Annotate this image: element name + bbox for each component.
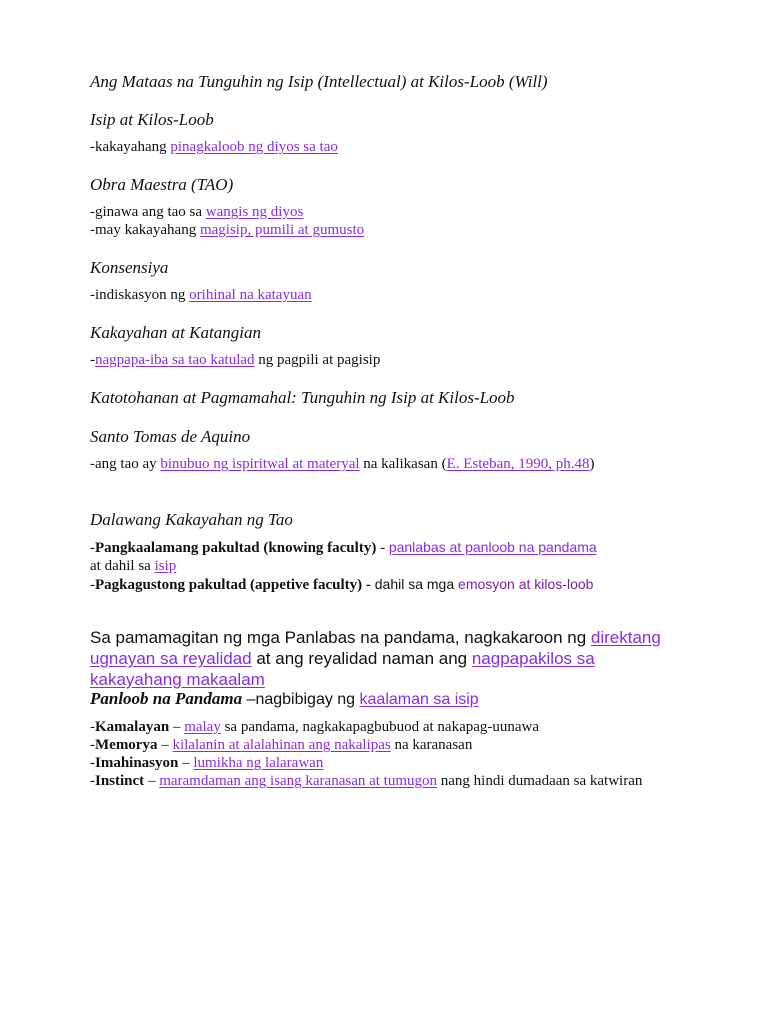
link[interactable]: kilalanin at alalahinan ang nakalipas [172,737,391,753]
link[interactable]: nagpapakilos sa kakayahang makaalam [90,649,595,689]
section-isip-kilos-loob [90,110,690,156]
link[interactable]: emosyon at kilos-loob [458,576,594,592]
section-obra-maestra [90,175,690,239]
heading-santo-tomas: Santo Tomas de Aquino [90,427,251,446]
heading-isip-kilos-loob: Isip at Kilos-Loob [90,110,214,129]
line: -Pagkagustong pakultad (appetive faculty) - dahil sa mga emosyon at kilos-loob [90,576,594,593]
heading-main: Ang Mataas na Tunguhin ng Isip (Intellectual) at Kilos-Loob (Will) [90,72,548,91]
link[interactable]: isip [154,558,177,574]
link[interactable]: maramdaman ang isang karanasan at tumugon [159,773,438,789]
list [90,718,690,790]
link[interactable]: E. Esteban, 1990, ph.48 [446,456,590,472]
paragraph: Sa pamamagitan ng mga Panlabas na pandama, nagkakaroon ng direktang ugnayan sa reyalidad at ang reyalidad naman ang nagpapakilos sa kakayahang makaalam [90,628,661,689]
section-kakayahan [90,323,690,369]
link[interactable]: nagpapa-iba sa tao katulad [95,352,255,368]
section-santo-tomas [90,427,690,473]
link[interactable]: malay [184,719,221,735]
section-dalawang-kakayahan [90,510,690,594]
section-panloob [90,689,690,790]
list-item: -Memorya – kilalanin at alalahinan ang nakalipas na karanasan [90,737,473,753]
list-item: -Kamalayan – malay sa pandama, nagkakapagbubuod at nakapag-uunawa [90,719,540,735]
link[interactable]: panlabas at panloob na pandama [388,539,597,555]
link[interactable]: direktang ugnayan sa reyalidad [90,628,661,668]
heading-konsensiya: Konsensiya [90,258,169,277]
line: -kakayahang pinagkaloob ng diyos sa tao [90,139,338,155]
line: -may kakayahang magisip, pumili at gumusto [90,222,365,238]
line: -Pangkaalamang pakultad (knowing faculty) - panlabas at panloob na pandama at dahil sa isip [90,539,597,574]
line: -indiskasyon ng orihinal na katayuan [90,287,312,303]
heading-panloob: Panloob na Pandama –nagbibigay ng kaalaman sa isip [90,689,479,708]
heading-katotohanan: Katotohanan at Pagmamahal: Tunguhin ng Isip at Kilos-Loob [90,388,515,407]
list-item: -Imahinasyon – lumikha ng lalarawan [90,755,324,771]
link[interactable]: pinagkaloob ng diyos sa tao [170,139,338,155]
link[interactable]: lumikha ng lalarawan [193,755,324,771]
section-title [90,72,690,92]
link[interactable]: wangis ng diyos [205,204,304,220]
section-katotohanan [90,388,690,408]
link[interactable]: orihinal na katayuan [189,287,312,303]
list-item: -Instinct – maramdaman ang isang karanasan at tumugon nang hindi dumadaan sa katwiran [90,773,643,789]
heading-kakayahan: Kakayahan at Katangian [90,323,261,342]
heading-dalawang-kakayahan: Dalawang Kakayahan ng Tao [90,510,293,529]
link[interactable]: binubuo ng ispiritwal at materyal [160,456,360,472]
line: -ang tao ay binubuo ng ispiritwal at materyal na kalikasan (E. Esteban, 1990, ph.48) [90,456,595,472]
link[interactable]: kaalaman sa isip [359,691,479,708]
line: -ginawa ang tao sa wangis ng diyos [90,204,304,220]
line: -nagpapa-iba sa tao katulad ng pagpili at pagisip [90,352,381,368]
section-konsensiya [90,258,690,304]
link[interactable]: magisip, pumili at gumusto [199,222,365,238]
heading-obra-maestra: Obra Maestra (TAO) [90,175,234,194]
